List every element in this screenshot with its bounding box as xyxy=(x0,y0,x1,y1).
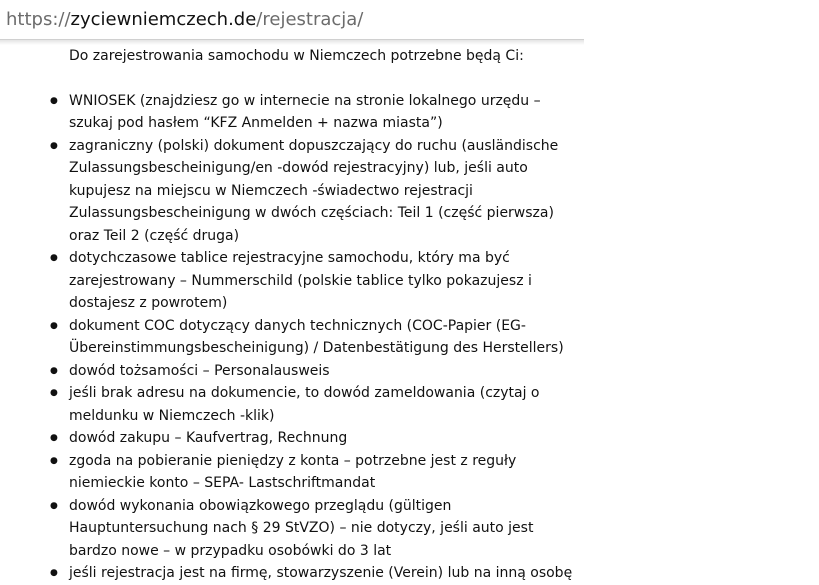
list-item-text: zagraniczny (polski) dokument dopuszczający do ruchu (ausländische xyxy=(69,137,559,154)
list-item xyxy=(0,315,584,360)
article-intro: Do zarejestrowania samochodu w Niemczech potrzebne będą Ci: xyxy=(69,48,524,64)
list-item xyxy=(0,382,584,427)
list-item xyxy=(0,450,584,495)
list-item-text: dotychczasowe tablice rejestracyjne samochodu, który ma być xyxy=(69,250,510,266)
list-item xyxy=(0,90,584,135)
bullet-icon: ● xyxy=(50,140,58,151)
list-item-text: dokument COC dotyczący danych technicznych (COC-Papier (EG- xyxy=(69,317,526,334)
bullet-icon: ● xyxy=(50,568,58,578)
list-item-text: Zulassungsbescheinigung w dwóch częściach: Teil 1 (część pierwsza) xyxy=(69,205,554,221)
bullet-icon: ● xyxy=(50,253,58,263)
list-item-text: jeśli rejestracja jest na firmę, stowarzyszenie (Verein) lub na inną osobę xyxy=(69,565,573,581)
list-item-text: WNIOSEK (znajdziesz go w internecie na stronie lokalnego urzędu – xyxy=(69,92,541,109)
list-item-text: oraz Teil 2 (część druga) xyxy=(69,227,240,244)
list-item-text: dowód tożsamości – Personalausweis xyxy=(69,362,330,379)
address-bar[interactable] xyxy=(0,0,584,40)
list-item-text: dowód zakupu – Kaufvertrag, Rechnung xyxy=(69,430,348,446)
url-host: zyciewniemczech.de xyxy=(70,9,257,30)
bullet-icon: ● xyxy=(50,388,58,398)
list-item-text: szukaj pod hasłem “KFZ Anmelden + nazwa miasta”) xyxy=(69,115,443,131)
bullet-icon: ● xyxy=(50,365,58,376)
bullet-icon: ● xyxy=(50,455,58,466)
list-item xyxy=(0,427,584,450)
list-item-text: jeśli brak adresu na dokumencie, to dowód zameldowania (czytaj o xyxy=(69,385,540,401)
list-item-text: niemieckie konto – SEPA- Lastschriftmandat xyxy=(69,475,376,491)
list-item-text: bardzo nowe – w przypadku osobówki do 3 lat xyxy=(69,542,392,559)
list-item xyxy=(0,495,584,563)
list-item xyxy=(0,562,584,585)
list-item xyxy=(0,360,584,383)
list-item-text: zarejestrowany – Nummerschild (polskie tablice tylko pokazujesz i xyxy=(69,272,532,289)
list-item-text: dostajesz z powrotem) xyxy=(69,295,228,311)
url-protocol: https:// xyxy=(6,9,71,30)
list-item-text: Zulassungsbescheinigung/en -dowód rejestracyjny) lub, jeśli auto xyxy=(69,160,528,176)
blank-area xyxy=(584,0,819,577)
bullet-icon: ● xyxy=(50,320,58,331)
url-path: /rejestracja/ xyxy=(256,9,364,30)
list-item-text: zgoda na pobieranie pieniędzy z konta – potrzebne jest z reguły xyxy=(69,452,517,469)
list-item-text: kupujesz na miejscu w Niemczech -świadectwo rejestracji xyxy=(69,182,473,199)
list-item-text: Hauptuntersuchung nach § 29 StVZO) – nie dotyczy, jeśli auto jest xyxy=(69,520,534,536)
bullet-icon: ● xyxy=(50,433,58,443)
list-item-text: Übereinstimmungsbescheinigung) / Datenbestätigung des Herstellers) xyxy=(69,340,564,356)
list-item-text: dowód wykonania obowiązkowego przeglądu (gültigen xyxy=(69,497,452,514)
requirements-list xyxy=(0,90,584,585)
bullet-icon: ● xyxy=(50,500,58,511)
list-item-text: meldunku w Niemczech -klik) xyxy=(69,407,275,424)
bullet-icon: ● xyxy=(50,95,58,106)
article-content xyxy=(0,45,584,585)
list-item xyxy=(0,247,584,315)
list-item xyxy=(0,135,584,248)
